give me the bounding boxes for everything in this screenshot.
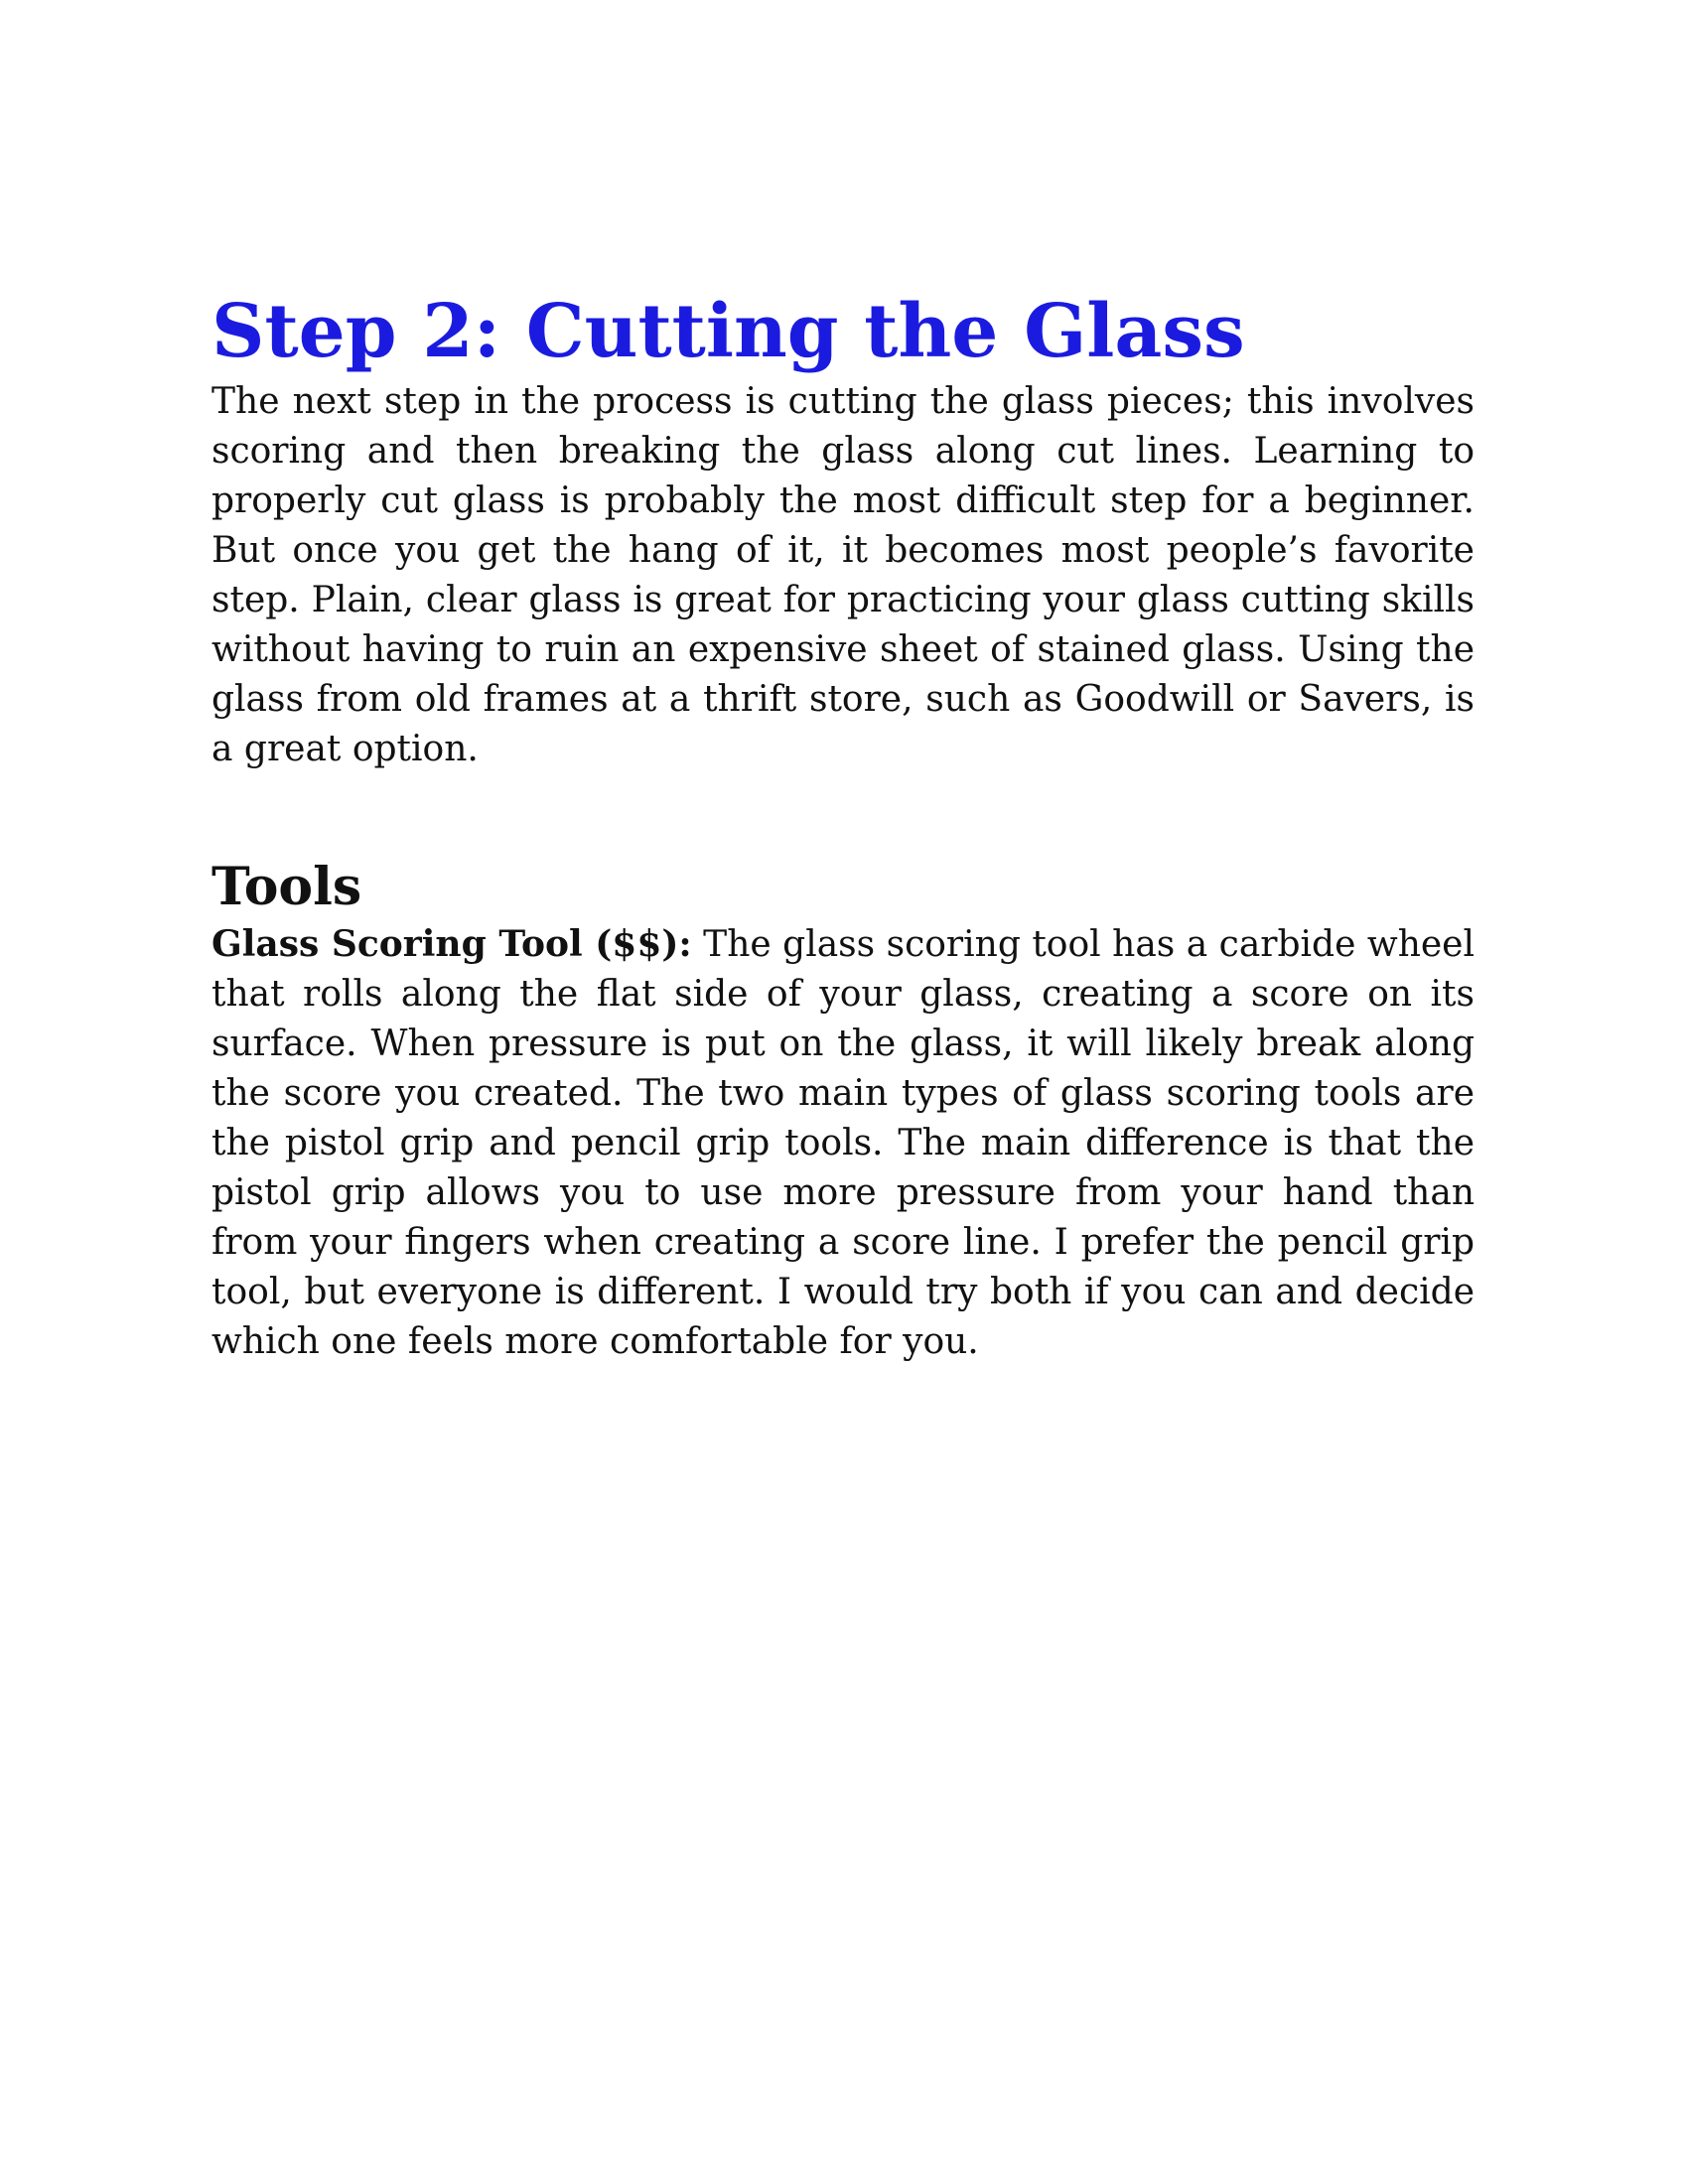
intro-paragraph: The next step in the process is cutting the glass pieces; this involves scoring and then breaking the glass along cut lines. Learning to properly cut glass is probably the most difficult step for a beginner. But once you get the hang of it, it becomes most people’s favorite step. Plain, clear glass is great for practicing your glass cutting skills without having to ruin an expensive sheet of stained glass. Using the glass from old frames at a thrift store, such as Goodwill or Savers, is a great option.: [211, 381, 1475, 769]
tool-term: Glass Scoring Tool ($$):: [211, 923, 692, 965]
page-content: [211, 286, 1475, 1367]
tool-description-paragraph: [211, 919, 1475, 1367]
chapter-title: Step 2: Cutting the Glass: [211, 289, 1245, 374]
tool-description: The glass scoring tool has a carbide wheel that rolls along the flat side of your glass, creating a score on its surface. When pressure is put on the glass, it will likely break along the score you created. The two main types of glass scoring tools are the pistol grip and pencil grip tools. The main difference is that the pistol grip allows you to use more pressure from your hand than from your fingers when creating a score line. I prefer the pencil grip tool, but everyone is different. I would try both if you can and decide which one feels more comfortable for you.: [211, 924, 1476, 1362]
tools-heading: Tools: [211, 857, 362, 917]
